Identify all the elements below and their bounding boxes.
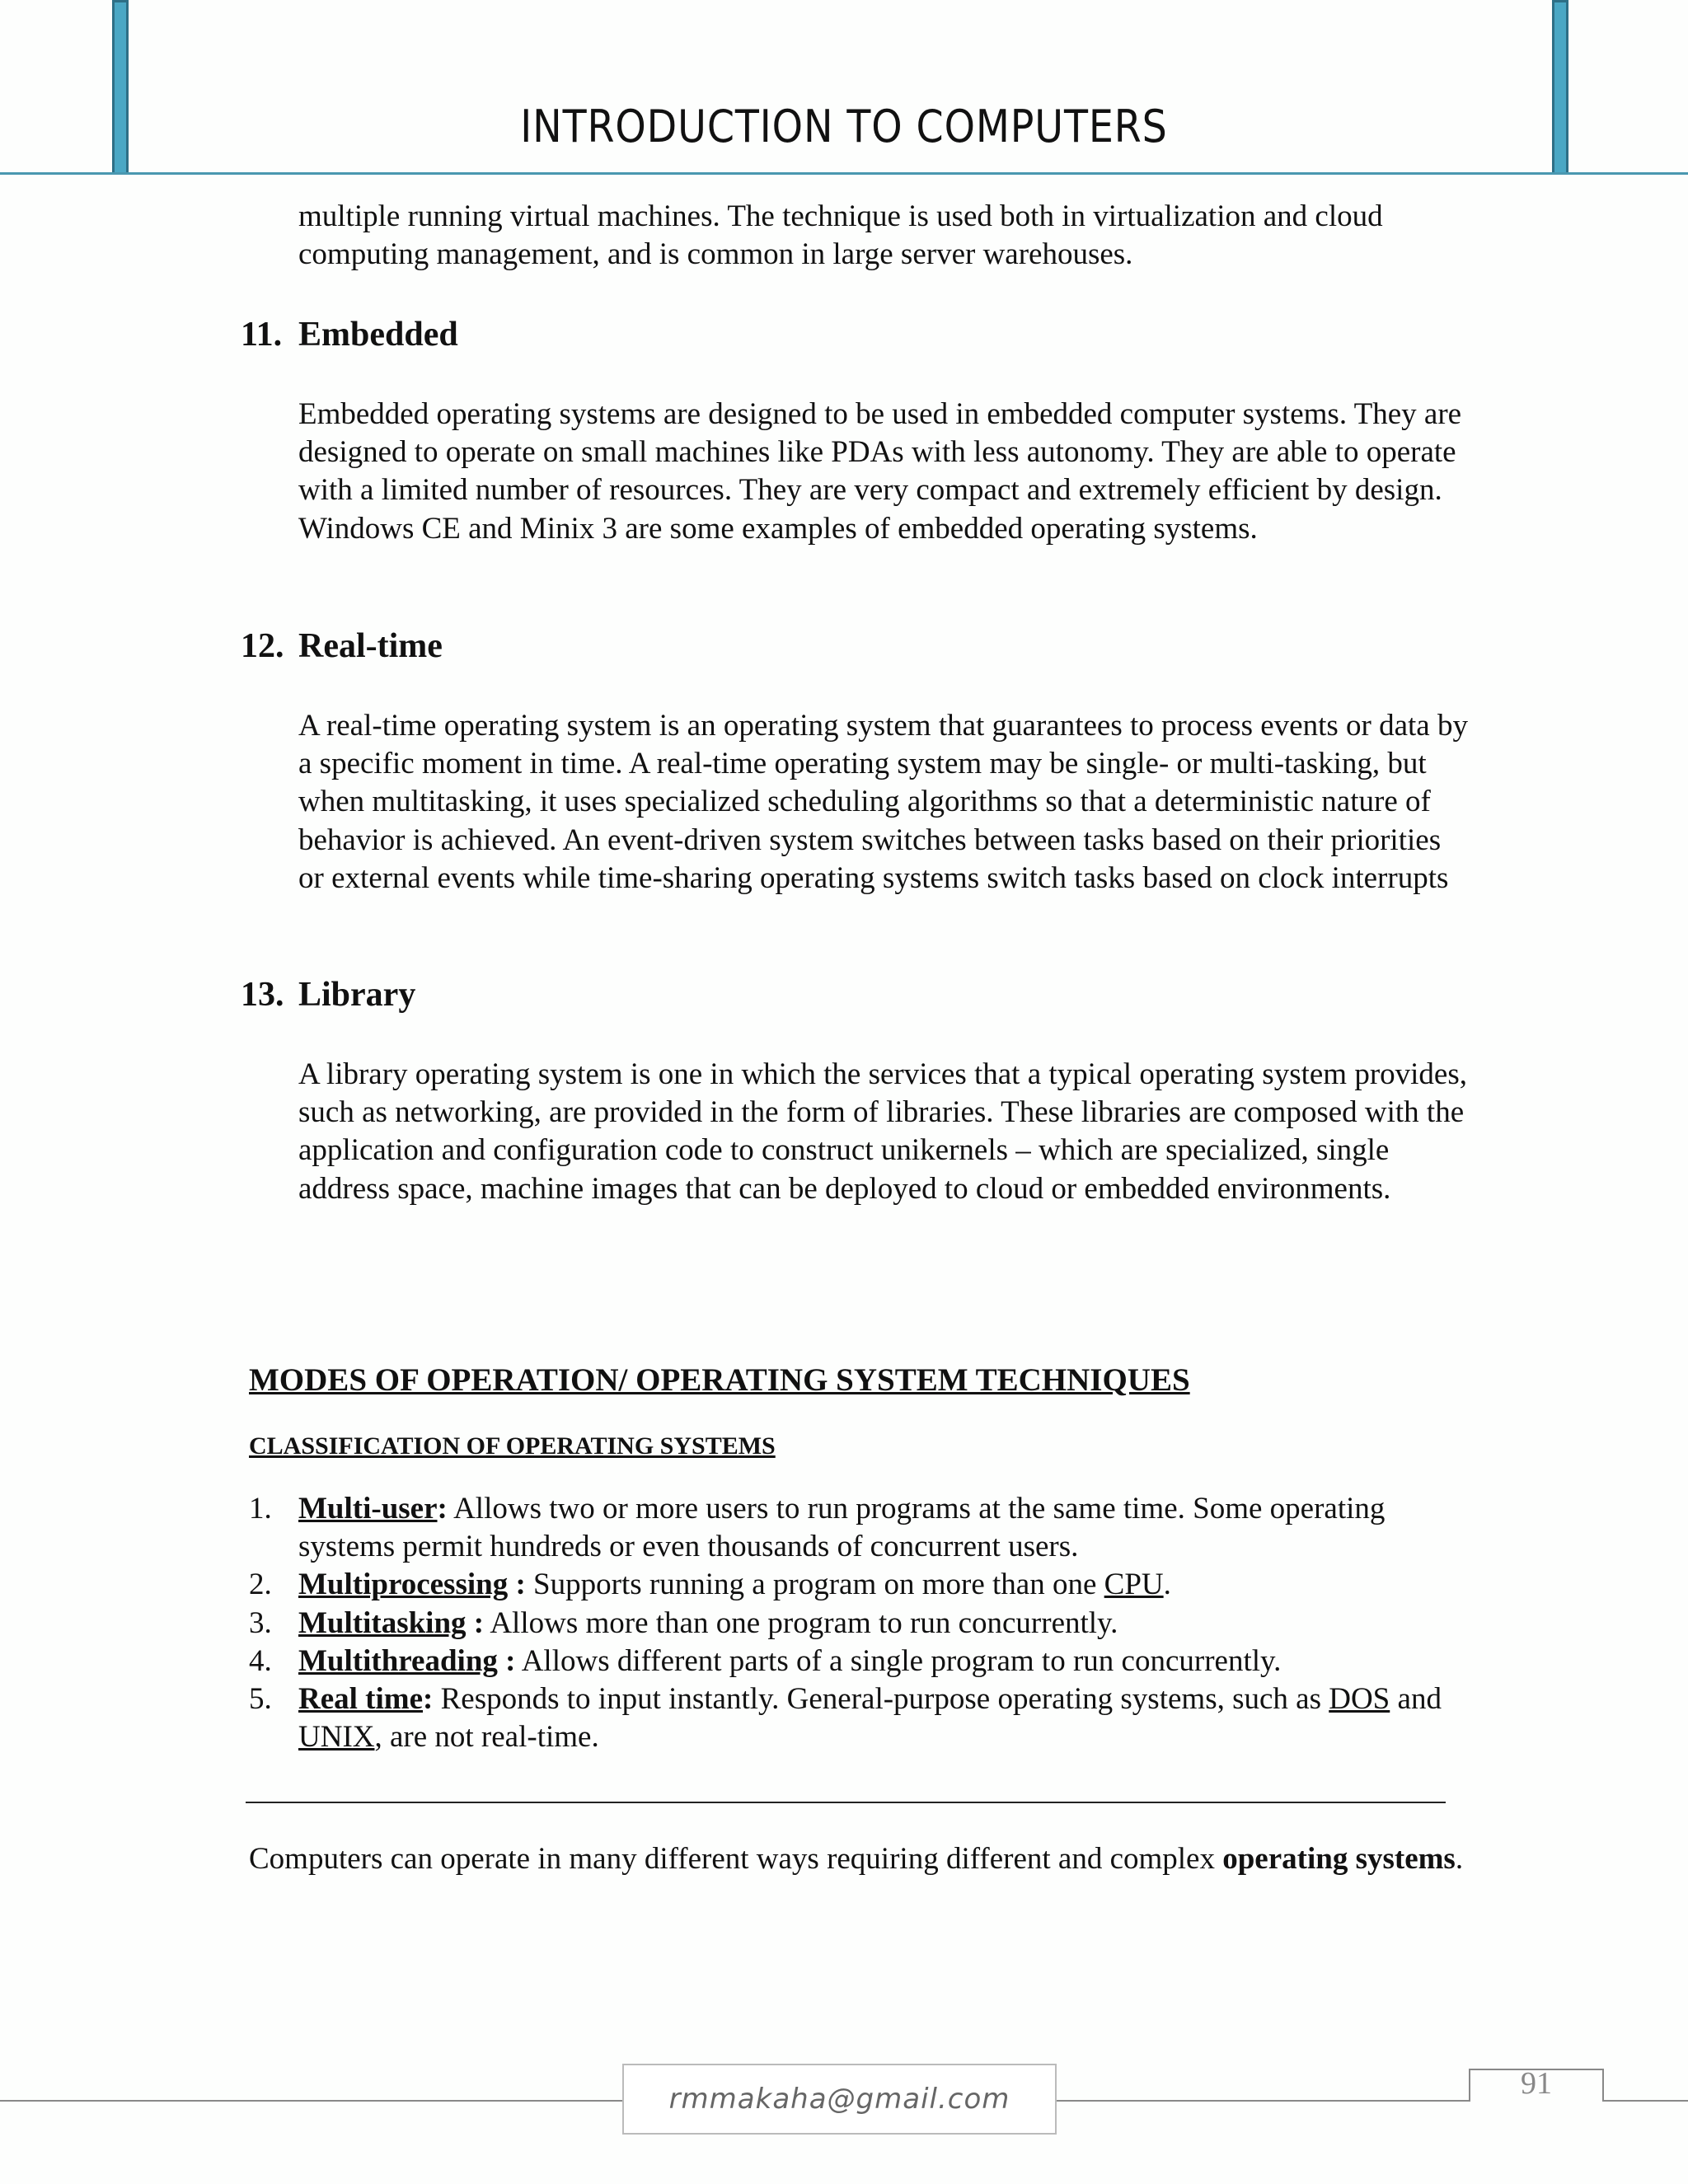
- horizontal-rule: [246, 1802, 1446, 1803]
- term-multiprocessing: Multiprocessing: [298, 1568, 509, 1602]
- list-item: 3. Multitasking : Allows more than one program to run concurrently.: [249, 1605, 1469, 1643]
- list-item: 2. Multiprocessing : Supports running a program on more than one CPU.: [249, 1566, 1469, 1604]
- section-title: Real-time: [298, 627, 443, 665]
- modes-list: [249, 1490, 1469, 1756]
- page-number: 91: [1521, 2066, 1552, 2101]
- intro-paragraph: multiple running virtual machines. The technique is used both in virtualization and cloud computing management, and is common in large server warehouses.: [298, 199, 1383, 272]
- footer-line-left: [0, 2100, 622, 2102]
- term-multitasking: Multitasking: [298, 1605, 467, 1640]
- list-number: 4.: [249, 1643, 272, 1678]
- list-number: 3.: [249, 1605, 272, 1640]
- section-body-library: A library operating system is one in which the services that a typical operating system provides, such as networking, are provided in the form of libraries. These libraries are composed with the application and configuration code to construct unikernels – which are specialized, single address space, machine images that can be deployed to cloud or embedded environments.: [298, 1057, 1467, 1206]
- footer-email-box: [622, 2064, 1057, 2135]
- item-description: Responds to input instantly. General-purpose operating systems, such as: [433, 1682, 1329, 1717]
- section-body-embedded: Embedded operating systems are designed to be used in embedded computer systems. They are designed to operate on small machines like PDAs with less autonomy. They are able to operate with a limited number of resources. They are very compact and extremely efficient by design. Windows CE and Minix 3 are some examples of embedded operating systems.: [298, 397, 1462, 546]
- section-number: 13.: [241, 976, 284, 1014]
- item-description: Allows two or more users to run programs at the same time. Some operating systems permit hundreds or even thousands of concurrent users.: [298, 1492, 1386, 1564]
- section-heading-embedded: [241, 315, 458, 354]
- list-item: 4. Multithreading : Allows different parts of a single program to run concurrently.: [249, 1643, 1469, 1680]
- closing-paragraph: Computers can operate in many different ways requiring different and complex operating systems.: [249, 1842, 1464, 1876]
- unix-link[interactable]: UNIX: [298, 1720, 375, 1755]
- page-header-title: INTRODUCTION TO COMPUTERS: [520, 101, 1168, 152]
- term-multithreading: Multithreading: [298, 1643, 498, 1678]
- footer-email: rmmakaha@gmail.com: [668, 2083, 1010, 2116]
- cpu-link[interactable]: CPU: [1104, 1568, 1164, 1602]
- item-description: Allows different parts of a single program to run concurrently.: [515, 1643, 1282, 1678]
- footer-line-right: [1604, 2100, 1688, 2102]
- list-item: 1. Multi-user: Allows two or more users to run programs at the same time. Some operating systems permit hundreds or even thousands of concurrent users.: [249, 1492, 1386, 1564]
- list-number: 1.: [249, 1492, 272, 1526]
- modes-heading: MODES OF OPERATION/ OPERATING SYSTEM TECHNIQUES: [249, 1362, 1190, 1398]
- section-title: Embedded: [298, 316, 458, 354]
- term-multi-user: Multi-user: [298, 1492, 438, 1526]
- section-number: 12.: [241, 627, 284, 665]
- header-divider: [0, 172, 1688, 175]
- classification-subheading: CLASSIFICATION OF OPERATING SYSTEMS: [249, 1432, 776, 1460]
- dos-link[interactable]: DOS: [1329, 1682, 1390, 1717]
- list-item: 5. Real time: Responds to input instantly. General-purpose operating systems, such as DOS and UNIX, are not real-time.: [249, 1682, 1442, 1755]
- item-description: Allows more than one program to run concurrently.: [484, 1605, 1118, 1640]
- list-number: 5.: [249, 1682, 272, 1717]
- section-body-real-time: A real-time operating system is an operating system that guarantees to process events or data by a specific moment in time. A real-time operating system may be single- or multi-tasking, but when multitasking, it uses specialized scheduling algorithms so that a deterministic nature of behavior is achieved. An event-driven system switches between tasks based on their priorities or external events while time-sharing operating systems switch tasks based on clock interrupts: [298, 709, 1468, 895]
- term-real-time: Real time: [298, 1682, 424, 1717]
- list-number: 2.: [249, 1568, 272, 1602]
- item-description: Supports running a program on more than one: [525, 1568, 1104, 1602]
- footer-line-middle: [1057, 2100, 1469, 2102]
- closing-bold-term: operating systems: [1222, 1842, 1456, 1876]
- section-number: 11.: [241, 316, 283, 354]
- section-title: Library: [298, 976, 416, 1014]
- section-heading-library: [241, 975, 415, 1015]
- section-heading-real-time: [241, 626, 443, 666]
